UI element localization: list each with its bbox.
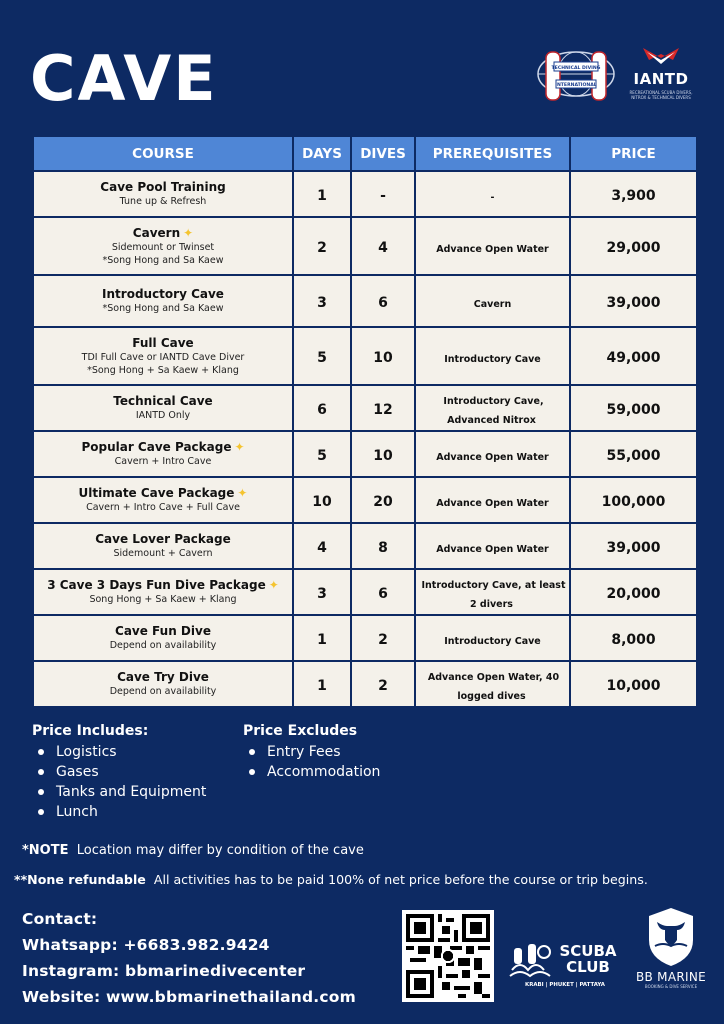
price-cell-value: 8,000 [611,631,656,648]
price-cell-value: 20,000 [606,585,661,602]
table-row [33,431,697,477]
table-row [33,661,697,707]
dives-cell [351,217,415,275]
price-cell [570,171,697,217]
course-location: *Song Hong + Sa Kaew + Klang [87,364,239,376]
include-item-text: Tanks and Equipment [56,784,207,800]
price-cell-value: 39,000 [606,294,661,311]
price-cell [570,431,697,477]
days-cell [293,327,351,385]
contact-title: Contact: [22,910,98,928]
bb-marine-text: BB MARINE [636,970,706,984]
contact-instagram[interactable]: Instagram: bbmarinedivecenter [22,962,306,980]
contact-block [22,906,356,1010]
days-cell [293,569,351,615]
dives-cell [351,327,415,385]
dives-cell [351,275,415,327]
scuba-locations: KRABI | PHUKET | PATTAYA [525,982,605,988]
days-cell-value: 3 [317,585,327,602]
days-cell-value: 3 [317,294,327,311]
list-item [32,762,206,782]
sparkle-icon: ✦ [268,578,279,592]
table-row [33,569,697,615]
dives-cell [351,431,415,477]
days-cell [293,431,351,477]
bb-marine-logo [634,906,708,1002]
course-cell [33,217,293,275]
scuba-line1: SCUBA [559,942,617,960]
price-cell [570,385,697,431]
course-name: Cavern ✦ [132,225,194,240]
price-cell [570,327,697,385]
exclude-item-text: Entry Fees [267,744,341,760]
days-cell [293,217,351,275]
sparkle-icon: ✦ [183,225,194,240]
days-cell-value: 5 [317,349,327,366]
days-cell [293,275,351,327]
table-row [33,615,697,661]
prereq-cell-value: Advance Open Water, 40 logged dives [427,672,560,702]
table-row [33,477,697,523]
prereq-cell [415,569,570,615]
scuba-line2: CLUB [566,958,610,976]
course-subtitle: Sidemount or Twinset [111,241,215,253]
prereq-cell [415,431,570,477]
days-cell-value: 1 [317,631,327,648]
days-cell [293,171,351,217]
days-cell [293,615,351,661]
refund-label: **None refundable [14,872,146,887]
dives-cell [351,385,415,431]
dives-cell-value: 10 [373,447,393,464]
refund-note [14,872,648,887]
price-cell-value: 100,000 [601,493,666,510]
prereq-cell [415,275,570,327]
dives-cell-value: 20 [373,493,393,510]
course-name: Cave Pool Training [100,180,226,194]
days-cell-value: 4 [317,539,327,556]
price-includes [32,723,206,822]
course-name: Full Cave [132,335,194,350]
prereq-cell [415,477,570,523]
prereq-cell-value: Introductory Cave, at least 2 divers [421,580,566,610]
iantd-logo [626,44,696,108]
dives-cell-value: 6 [378,585,388,602]
header-dives: DIVES [351,136,415,171]
course-subtitle: IANTD Only [135,410,191,421]
days-cell-value: 6 [317,401,327,418]
sparkle-icon: ✦ [234,440,245,454]
course-subtitle: Depend on availability [109,640,217,651]
prereq-cell [415,327,570,385]
course-name: Introductory Cave [102,287,224,301]
tdi-line1: TECHNICAL DIVING [551,66,601,71]
price-cell-value: 49,000 [606,349,661,366]
excludes-title: Price Excludes [243,723,358,739]
dives-cell-value: 4 [378,239,388,256]
days-cell [293,523,351,569]
dives-cell-value: 2 [378,677,388,694]
course-subtitle: Cavern + Intro Cave [114,456,212,467]
table-header-row [33,136,697,171]
price-cell-value: 59,000 [606,401,661,418]
course-cell [33,275,293,327]
price-cell [570,217,697,275]
price-cell [570,477,697,523]
price-cell [570,523,697,569]
course-cell [33,661,293,707]
bull-shield-icon [645,906,697,968]
course-name: Popular Cave Package ✦ [81,440,245,454]
prereq-cell [415,661,570,707]
price-cell-value: 3,900 [611,187,656,204]
prereq-cell-value: Introductory Cave [444,353,541,365]
list-item [32,782,206,802]
price-cell-value: 29,000 [606,239,661,256]
scuba-club-logo-icon [506,930,624,990]
course-cell [33,385,293,431]
price-excludes [243,723,380,782]
header-course: COURSE [33,136,293,171]
days-cell [293,385,351,431]
list-item [32,802,206,822]
dives-cell-value: 12 [373,401,393,418]
iantd-subtext: RECREATIONAL SCUBA DIVERS, NITROX & TECHNICAL DIVERS [629,90,693,100]
header-days: DAYS [293,136,351,171]
course-name: 3 Cave 3 Days Fun Dive Package ✦ [47,578,279,592]
course-subtitle: Depend on availability [109,686,217,697]
qr-code-icon[interactable] [402,910,494,1002]
header-price: PRICE [570,136,697,171]
prereq-cell [415,217,570,275]
course-subtitle: *Song Hong and Sa Kaew [102,303,224,314]
table-row [33,171,697,217]
price-cell [570,275,697,327]
course-name: Cave Lover Package [95,532,231,546]
list-item [243,742,380,762]
prereq-cell [415,523,570,569]
dives-cell-value: - [380,187,386,204]
dives-cell [351,569,415,615]
contact-whatsapp[interactable]: Whatsapp: +6683.982.9424 [22,936,270,954]
course-name: Cave Fun Dive [115,624,211,638]
days-cell-value: 1 [317,187,327,204]
price-cell [570,615,697,661]
header-prerequisites: PREREQUISITES [415,136,570,171]
dives-cell-value: 8 [378,539,388,556]
note-text: Location may differ by condition of the cave [76,843,364,858]
course-cell [33,615,293,661]
bb-marine-subtext: BOOKING & DIVE SERVICE [644,984,698,989]
course-subtitle: Song Hong + Sa Kaew + Klang [89,594,237,605]
prereq-cell-value: Advance Open Water [436,497,549,509]
course-subtitle: Tune up & Refresh [119,196,207,207]
price-cell [570,661,697,707]
course-table [32,135,698,708]
tdi-logo-icon [534,44,618,108]
refund-text: All activities has to be paid 100% of net price before the course or trip begins. [153,872,648,887]
page-title: CAVE [30,42,218,115]
partner-logos [534,44,696,108]
iantd-flag-icon [639,44,683,68]
exclude-item-text: Accommodation [267,764,381,780]
includes-title: Price Includes: [32,723,149,739]
dives-cell [351,523,415,569]
contact-website[interactable]: Website: www.bbmarinethailand.com [22,988,356,1006]
table-row [33,275,697,327]
course-location: *Song Hong and Sa Kaew [102,254,224,266]
days-cell-value: 2 [317,239,327,256]
price-cell-value: 10,000 [606,677,661,694]
course-cell [33,431,293,477]
course-cell [33,523,293,569]
table-row [33,327,697,385]
days-cell-value: 5 [317,447,327,464]
price-cell-value: 39,000 [606,539,661,556]
dives-cell-value: 2 [378,631,388,648]
price-cell [570,569,697,615]
dives-cell-value: 6 [378,294,388,311]
dives-cell [351,477,415,523]
prereq-cell-value: Advance Open Water [436,451,549,463]
prereq-cell-value: Advance Open Water [436,543,549,555]
include-item-text: Lunch [56,804,98,820]
dives-cell [351,171,415,217]
course-subtitle: Cavern + Intro Cave + Full Cave [86,502,240,513]
days-cell [293,661,351,707]
days-cell [293,477,351,523]
table-row [33,523,697,569]
prereq-cell-value: - [490,191,495,203]
sparkle-icon: ✦ [237,486,248,500]
dives-cell [351,615,415,661]
course-cell [33,569,293,615]
prereq-cell [415,171,570,217]
prereq-cell-value: Cavern [473,298,512,310]
location-note [22,843,364,858]
list-item [243,762,380,782]
prereq-cell-value: Introductory Cave [444,635,541,647]
list-item [32,742,206,762]
course-subtitle: Sidemount + Cavern [113,548,213,559]
course-name: Ultimate Cave Package ✦ [78,486,248,500]
prereq-cell [415,615,570,661]
table-row [33,217,697,275]
note-label: *NOTE [22,843,69,858]
course-name: Cave Try Dive [117,670,209,684]
prereq-cell-value: Introductory Cave, Advanced Nitrox [443,396,544,426]
include-item-text: Logistics [56,744,117,760]
dives-cell [351,661,415,707]
table-row [33,385,697,431]
course-cell [33,327,293,385]
days-cell-value: 1 [317,677,327,694]
prereq-cell [415,385,570,431]
tdi-line2: INTERNATIONAL [555,83,597,88]
days-cell-value: 10 [312,493,332,510]
course-name: Technical Cave [113,394,213,408]
iantd-text: IANTD [633,70,689,88]
prereq-cell-value: Advance Open Water [436,243,549,255]
price-cell-value: 55,000 [606,447,661,464]
dives-cell-value: 10 [373,349,393,366]
course-cell [33,477,293,523]
include-item-text: Gases [56,764,99,780]
course-cell [33,171,293,217]
course-subtitle: TDI Full Cave or IANTD Cave Diver [81,351,245,363]
